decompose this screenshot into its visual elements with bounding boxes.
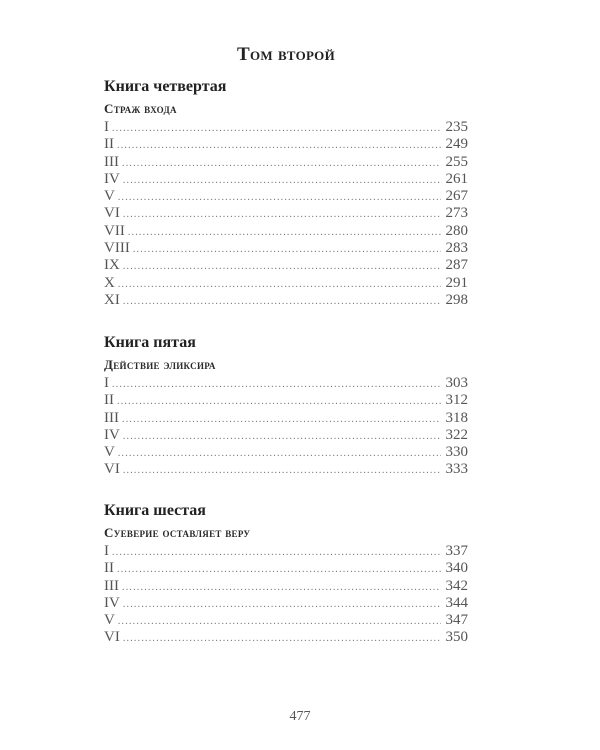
page-ref: 283	[445, 240, 468, 257]
toc-entry	[104, 427, 468, 444]
toc-entry	[104, 560, 468, 577]
toc-entry	[104, 410, 468, 427]
chapter-number: IV	[104, 594, 120, 611]
chapter-number: VII	[104, 222, 125, 239]
dot-leader	[123, 630, 441, 647]
dot-leader	[118, 189, 441, 206]
toc-entry	[104, 543, 468, 560]
page-number: 477	[289, 709, 311, 724]
dot-leader	[117, 561, 441, 578]
page-ref: 298	[445, 291, 468, 308]
dot-leader	[117, 393, 441, 410]
part-title: Действие эликсира	[104, 357, 216, 372]
book-section	[104, 500, 468, 647]
dot-leader	[123, 462, 441, 479]
toc-entry	[104, 375, 468, 392]
part-title: Страж входа	[104, 101, 177, 116]
page-ref: 273	[445, 205, 468, 222]
chapter-number: V	[104, 188, 115, 205]
chapter-list	[104, 119, 468, 309]
dot-leader	[118, 276, 441, 293]
chapter-number: V	[104, 444, 115, 461]
dot-leader	[117, 137, 441, 154]
dot-leader	[122, 579, 441, 596]
toc-entry	[104, 188, 468, 205]
toc-entry	[104, 461, 468, 478]
chapter-number: IV	[104, 426, 120, 443]
page-ref: 342	[445, 577, 468, 594]
toc-entry	[104, 275, 468, 292]
toc-entry	[104, 119, 468, 136]
chapter-number: I	[104, 375, 109, 391]
page-ref: 340	[445, 560, 468, 577]
dot-leader	[112, 120, 441, 137]
dot-leader	[133, 241, 441, 258]
dot-leader	[122, 411, 441, 428]
toc-entry	[104, 205, 468, 222]
chapter-number: VI	[104, 205, 120, 222]
chapter-number: I	[104, 543, 109, 559]
page-ref: 287	[445, 257, 468, 274]
chapter-number: VI	[104, 461, 120, 478]
chapter-number: IX	[104, 257, 120, 274]
chapter-number: III	[104, 577, 119, 594]
dot-leader	[118, 445, 441, 462]
page-ref: 261	[445, 170, 468, 187]
chapter-number: I	[104, 119, 109, 135]
dot-leader	[122, 155, 441, 172]
toc-entry	[104, 612, 468, 629]
dot-leader	[112, 544, 441, 561]
chapter-list	[104, 375, 468, 479]
chapter-number: XI	[104, 291, 120, 308]
dot-leader	[123, 293, 441, 310]
dot-leader	[128, 224, 441, 241]
book-title: Книга четвертая	[104, 78, 227, 95]
toc-entry	[104, 154, 468, 171]
toc-entry	[104, 444, 468, 461]
dot-leader	[123, 172, 441, 189]
dot-leader	[123, 428, 441, 445]
chapter-number: II	[104, 392, 114, 409]
page-ref: 318	[445, 409, 468, 426]
part-title: Суеверие оставляет веру	[104, 525, 251, 540]
toc-entry	[104, 240, 468, 257]
dot-leader	[118, 613, 441, 630]
chapter-number: III	[104, 409, 119, 426]
page-ref: 303	[445, 375, 468, 391]
book-title: Книга шестая	[104, 502, 206, 519]
page-ref: 344	[445, 594, 468, 611]
page-ref: 333	[445, 461, 468, 478]
chapter-list	[104, 543, 468, 647]
toc-entry	[104, 171, 468, 188]
toc-entry	[104, 629, 468, 646]
toc-entry	[104, 292, 468, 309]
toc-entry	[104, 136, 468, 153]
toc-entry	[104, 578, 468, 595]
page-ref: 235	[445, 119, 468, 135]
page-ref: 291	[445, 274, 468, 291]
book-section	[104, 76, 468, 309]
toc-entry	[104, 257, 468, 274]
chapter-number: X	[104, 274, 115, 291]
page-ref: 350	[445, 629, 468, 646]
dot-leader	[123, 258, 441, 275]
toc-entry	[104, 595, 468, 612]
dot-leader	[112, 376, 441, 393]
chapter-number: VI	[104, 629, 120, 646]
chapter-number: II	[104, 136, 114, 153]
page-ref: 347	[445, 612, 468, 629]
chapter-number: V	[104, 612, 115, 629]
volume-title: Том второй	[236, 44, 335, 65]
chapter-number: IV	[104, 170, 120, 187]
page-ref: 337	[445, 543, 468, 559]
toc-entry	[104, 223, 468, 240]
page-ref: 249	[445, 136, 468, 153]
chapter-number: VIII	[104, 240, 130, 257]
book-section	[104, 332, 468, 479]
toc-entry	[104, 392, 468, 409]
page-ref: 312	[445, 392, 468, 409]
page-ref: 267	[445, 188, 468, 205]
page-ref: 330	[445, 444, 468, 461]
chapter-number: II	[104, 560, 114, 577]
chapter-number: III	[104, 153, 119, 170]
page-ref: 280	[445, 222, 468, 239]
page-ref: 255	[445, 153, 468, 170]
page-ref: 322	[445, 426, 468, 443]
dot-leader	[123, 206, 441, 223]
book-title: Книга пятая	[104, 334, 196, 351]
dot-leader	[123, 596, 441, 613]
